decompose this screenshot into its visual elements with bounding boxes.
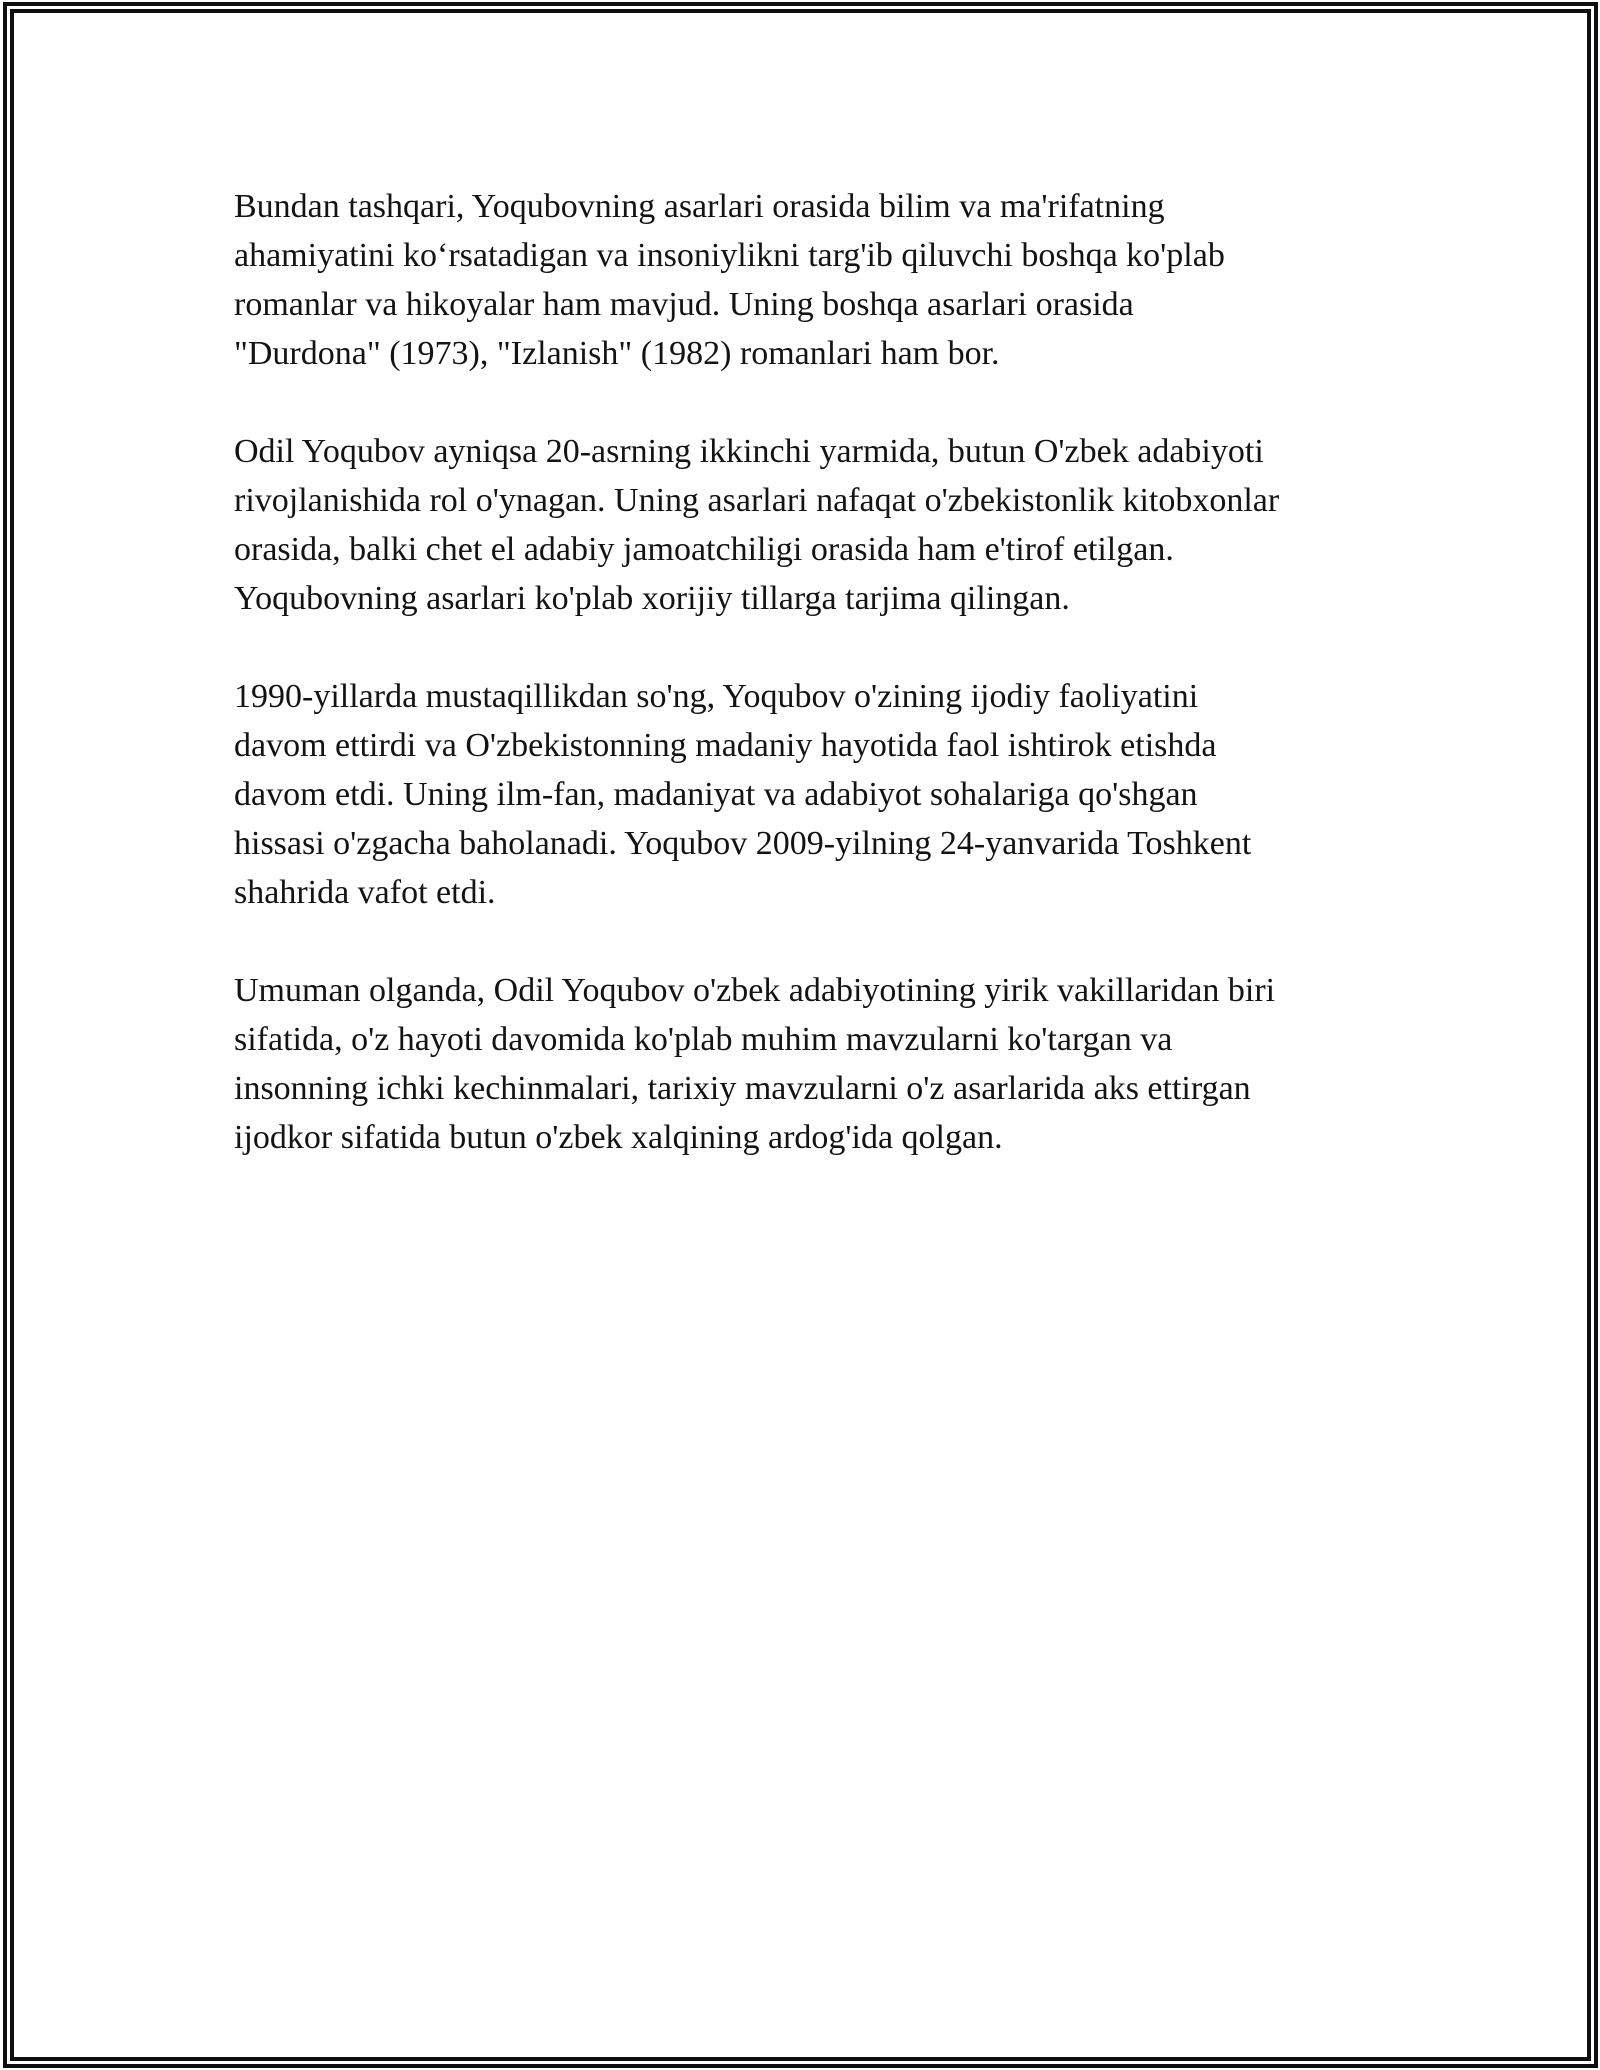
paragraph xyxy=(234,672,1274,917)
text-line: Odil Yoqubov ayniqsa 20-asrning ikkinchi yarmida, butun O'zbek adabiyoti xyxy=(234,433,1264,470)
text-line: davom ettirdi va O'zbekistonning madaniy hayotida faol ishtirok etishda xyxy=(234,727,1217,764)
text-line: davom etdi. Uning ilm-fan, madaniyat va adabiyot sohalariga qo'shgan xyxy=(234,776,1198,813)
text-line: hissasi o'zgacha baholanadi. Yoqubov 2009-yilning 24-yanvarida Toshkent xyxy=(234,825,1252,862)
document-body xyxy=(234,182,1280,1162)
text-line: shahrida vafot etdi. xyxy=(234,874,496,911)
text-line: rivojlanishida rol o'ynagan. Uning asarlari nafaqat o'zbekistonlik kitobxonlar xyxy=(234,482,1280,519)
paragraph xyxy=(234,427,1280,623)
text-line: "Durdona" (1973), "Izlanish" (1982) romanlari ham bor. xyxy=(234,335,1000,372)
text-line: romanlar va hikoyalar ham mavjud. Uning boshqa asarlari orasida xyxy=(234,286,1134,323)
paragraph xyxy=(234,966,1274,1162)
text-line: ahamiyatini ko‘rsatadigan va insoniylikni targ'ib qiluvchi boshqa ko'plab xyxy=(234,237,1225,274)
text-line: insonning ichki kechinmalari, tarixiy mavzularni o'z asarlarida aks ettirgan xyxy=(234,1070,1251,1107)
text-line: Yoqubovning asarlari ko'plab xorijiy tillarga tarjima qilingan. xyxy=(234,580,1070,617)
text-line: 1990-yillarda mustaqillikdan so'ng, Yoqubov o'zining ijodiy faoliyatini xyxy=(234,678,1199,715)
text-line: Umuman olganda, Odil Yoqubov o'zbek adabiyotining yirik vakillaridan biri xyxy=(234,972,1276,1009)
text-line: sifatida, o'z hayoti davomida ko'plab muhim mavzularni ko'targan va xyxy=(234,1021,1173,1058)
paragraph xyxy=(234,182,1274,378)
text-line: Bundan tashqari, Yoqubovning asarlari orasida bilim va ma'rifatning xyxy=(234,188,1165,225)
text-line: ijodkor sifatida butun o'zbek xalqining ardog'ida qolgan. xyxy=(234,1119,1003,1156)
text-line: orasida, balki chet el adabiy jamoatchiligi orasida ham e'tirof etilgan. xyxy=(234,531,1174,568)
